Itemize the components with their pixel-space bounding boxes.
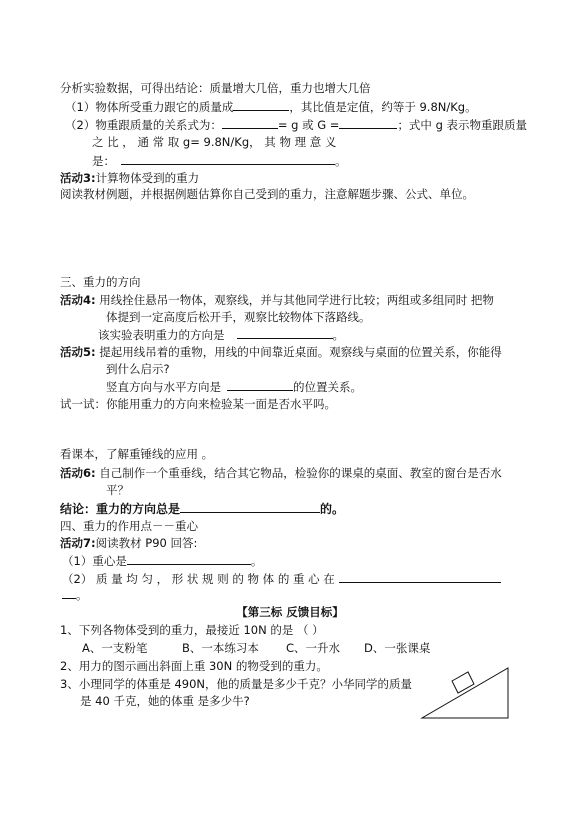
q2-blank-3[interactable] bbox=[121, 152, 335, 165]
activity-4-l3-prefix: 该实验表明重力的方向是 bbox=[98, 328, 225, 342]
cog-q1-end: 。 bbox=[250, 554, 263, 568]
q1-blank[interactable] bbox=[233, 98, 289, 111]
q2-prefix: （2）物重跟质量的关系式为： bbox=[65, 118, 222, 132]
activity-5-line-1 bbox=[60, 344, 502, 360]
activity-7-label: 活动7: bbox=[60, 536, 96, 550]
conclusion-prefix: 结论：重力的方向总是 bbox=[60, 502, 181, 516]
q1-suffix: ，其比值是定值，约等于 9.8N/Kg。 bbox=[289, 100, 477, 114]
center-of-gravity-q2 bbox=[62, 570, 501, 587]
activity-4-l3-end: 。 bbox=[332, 328, 344, 342]
activity-5-l3-suffix: 的位置关系。 bbox=[293, 380, 362, 394]
activity-4-line-3 bbox=[98, 326, 344, 343]
activity-5-line-3 bbox=[106, 378, 362, 395]
activity-7-line bbox=[60, 535, 197, 551]
activity-6-line-2: 平？ bbox=[106, 483, 129, 497]
activity-4-line-1 bbox=[60, 292, 494, 308]
q2-line-3 bbox=[92, 152, 347, 169]
activity-5-text-1: 提起用线吊着的重物，用线的中间靠近桌面。观察线与桌面的位置关系，你能得 bbox=[99, 345, 502, 359]
center-of-gravity-q1 bbox=[62, 552, 262, 569]
activity-6-line-1 bbox=[60, 465, 502, 481]
incline-diagram bbox=[416, 660, 516, 722]
activity-3-desc: 阅读教材例题，并根据例题估算你自己受到的重力，注意解题步骤、公式、单位。 bbox=[60, 187, 474, 201]
option-b[interactable]: B、一本练习本 bbox=[182, 641, 259, 655]
cog-q2-text: （2） 质 量 均 匀 ， 形 状 规 则 的 物 体 的 重 心 在 bbox=[62, 572, 335, 586]
feedback-q3-line-2: 是 40 千克，她的体重 是多少牛? bbox=[80, 694, 250, 708]
activity-4-label: 活动4: bbox=[60, 293, 96, 307]
activity-4-text-1: 用线拴住悬吊一物体，观察线，并与其他同学进行比较；两组或多组同时 把物 bbox=[99, 293, 494, 307]
cog-q2-blank[interactable] bbox=[339, 570, 501, 583]
feedback-q3-line-1: 3、小理同学的体重是 490N，他的质量是多少千克？小华同学的质量 bbox=[60, 677, 413, 691]
q2-blank-2[interactable] bbox=[339, 116, 397, 129]
conclusion-blank[interactable] bbox=[180, 500, 320, 513]
cog-q2-blank-2[interactable] bbox=[62, 586, 76, 599]
read-book-text: 看课本，了解重锤线的应用 。 bbox=[60, 447, 214, 461]
feedback-heading: 【第三标 反馈目标】 bbox=[236, 605, 344, 619]
conclusion-suffix: 的。 bbox=[320, 502, 345, 516]
option-c[interactable]: C、一升水 bbox=[286, 641, 341, 655]
feedback-q1-options bbox=[82, 640, 430, 656]
option-d[interactable]: D、一张课桌 bbox=[364, 641, 431, 655]
activity-5-line-2: 到什么启示? bbox=[106, 362, 170, 376]
activity-7-title: 阅读教材 P90 回答: bbox=[95, 536, 198, 550]
cog-q1-blank[interactable] bbox=[127, 552, 251, 565]
question-1-line bbox=[65, 98, 477, 115]
q2-line-2: 之 比 ， 通 常 取 g= 9.8N/Kg， 其 物 理 意 义 bbox=[92, 135, 337, 149]
q2-mid: = g 或 G = bbox=[277, 118, 340, 132]
option-a[interactable]: A、一支粉笔 bbox=[82, 641, 148, 655]
feedback-q1: 1、下列各物体受到的重力，最接近 10N 的是 （ ） bbox=[60, 623, 324, 637]
cog-q2-line-2 bbox=[62, 586, 88, 603]
section-3-heading: 三、重力的方向 bbox=[60, 275, 141, 289]
cog-q1-prefix: （1）重心是 bbox=[62, 554, 127, 568]
q2-l3-end: 。 bbox=[335, 154, 347, 168]
position-relation-blank[interactable] bbox=[227, 378, 293, 391]
activity-3-label: 活动3: bbox=[60, 171, 96, 185]
conclusion-line bbox=[60, 500, 344, 517]
try-it-text: 试一试：你能用重力的方向来检验某一面是否水平吗。 bbox=[60, 397, 336, 411]
activity-6-text-1: 自己制作一个重垂线，结合其它物品，检验你的课桌的桌面、教室的窗台是否水 bbox=[99, 466, 502, 480]
q2-l3-prefix: 是： bbox=[92, 154, 115, 168]
activity-5-label: 活动5: bbox=[60, 345, 96, 359]
q1-prefix: （1）物体所受重力跟它的质量成 bbox=[65, 100, 234, 114]
activity-5-l3-prefix: 竖直方向与水平方向是 bbox=[106, 380, 221, 394]
q2-blank-1[interactable] bbox=[222, 116, 278, 129]
gravity-direction-blank[interactable] bbox=[237, 326, 333, 339]
activity-6-label: 活动6: bbox=[60, 466, 96, 480]
activity-4-line-2: 体提到一定高度后松开手，观察比较物体下落路线。 bbox=[106, 310, 371, 324]
q2-suffix: ；式中 g 表示物重跟质量 bbox=[397, 118, 528, 132]
section-4-heading: 四、重力的作用点－－重心 bbox=[60, 519, 198, 533]
feedback-q2: 2、用力的图示画出斜面上重 30N 的物受到的重力。 bbox=[60, 659, 328, 673]
cog-q2-end: 。 bbox=[76, 588, 88, 602]
question-2-line bbox=[65, 116, 527, 133]
activity-3-line bbox=[60, 170, 199, 186]
activity-3-title: 计算物体受到的重力 bbox=[95, 171, 200, 185]
conclusion-text: 分析实验数据，可得出结论：质量增大几倍，重力也增大几倍 bbox=[60, 81, 371, 95]
